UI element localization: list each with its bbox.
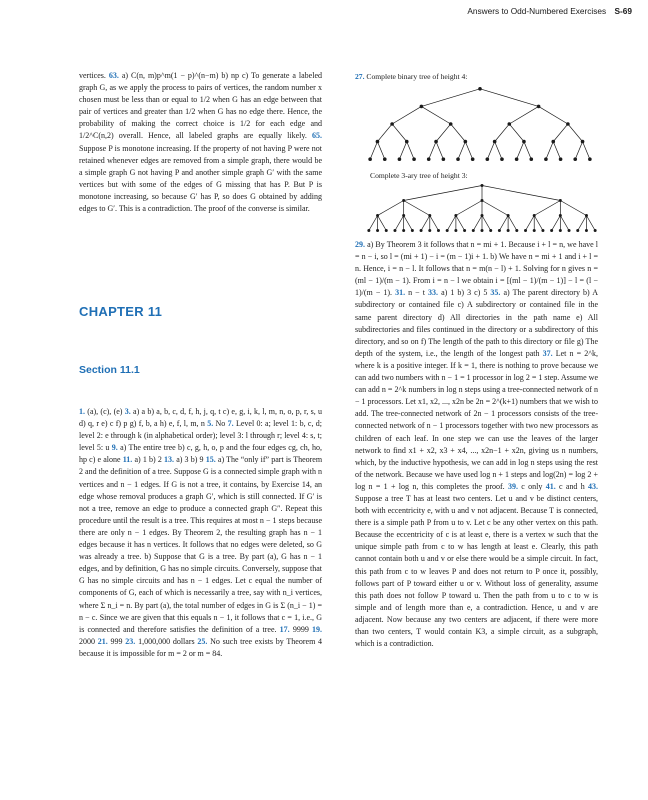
tree-edge	[509, 124, 524, 142]
tree-node	[478, 87, 482, 91]
answer-number: 33.	[428, 288, 439, 298]
answer-text: Suppose P is monotone increasing. If the property of not having P were not retained whenever edges are removed from a simple graph, there would be a simple graph G not having P and another simple graph G′ with the same vertices but with some of the edges of G missing that has P. But P is monotone increasing, so because G′ has P, so does G obtained by adding edges to G′. This is a contradiction. The proof of the converse is similar.	[79, 143, 322, 214]
continuation-text: vertices.	[79, 71, 106, 80]
tree-edge	[404, 201, 430, 216]
tree-node	[568, 229, 571, 232]
tree-node	[541, 229, 544, 232]
answer-number: 7.	[227, 419, 234, 429]
tree-edge	[560, 201, 586, 216]
answer-number: 11.	[122, 455, 133, 465]
tree-edge	[534, 201, 560, 216]
answer-text: a) The parent directory b) A subdirectory or contained file c) A subdirectory or contained file in the same parent directory d) All directories in the path name e) All subdirectories and files continued in the directory or a subdirectory of this directory, and so on f) The length of the path to this directory or file g) The depth of the system, i.e., the length of the longest path	[355, 288, 599, 358]
tree-node	[533, 214, 536, 217]
answer-number: 1.	[79, 407, 85, 416]
answer-text: c and h	[559, 481, 585, 491]
tree-edge	[539, 106, 568, 124]
tree-node	[376, 229, 379, 232]
running-header	[400, 6, 632, 16]
tree-node	[537, 105, 541, 109]
answer-text: 999	[110, 636, 123, 646]
answer-text: a) The entire tree b) c, g, h, o, p and the four edges cg, ch, ho, hp c) e alone	[79, 443, 323, 465]
tree-node	[524, 229, 527, 232]
tree-node	[454, 229, 457, 232]
running-title: Answers to Odd-Numbered Exercises	[467, 6, 607, 16]
tree-node	[515, 229, 518, 232]
tree-node	[481, 184, 484, 187]
tree-node	[385, 229, 388, 232]
tree-edge	[392, 106, 421, 124]
tree-node	[481, 229, 484, 232]
binary-tree-figure	[360, 86, 600, 162]
tree-edge	[369, 216, 378, 231]
tree-node	[368, 157, 372, 161]
tree-edge	[534, 216, 543, 231]
answer-text: 9999	[292, 624, 309, 634]
tree-node	[559, 157, 563, 161]
section-heading: Section 11.1	[79, 364, 140, 376]
tree-edge	[404, 186, 482, 201]
binary-tree-caption: Complete binary tree of height 4:	[366, 72, 468, 81]
tree-node	[376, 140, 380, 144]
tree-node	[585, 214, 588, 217]
tree-node	[402, 199, 405, 202]
tree-node	[402, 214, 405, 217]
answer-number: 63.	[108, 71, 119, 80]
tree-edge	[370, 142, 377, 160]
tree-edge	[553, 142, 560, 160]
answer-number: 15.	[205, 455, 216, 465]
tree-edge	[458, 142, 465, 160]
answer-number: 25.	[197, 636, 208, 646]
tree-edge	[526, 216, 535, 231]
tree-node	[463, 229, 466, 232]
tree-node	[449, 122, 453, 126]
tree-node	[486, 157, 490, 161]
tree-edge	[430, 216, 439, 231]
tree-edge	[378, 216, 387, 231]
figure-label-binary	[355, 72, 467, 82]
tree-edge	[575, 142, 582, 160]
tree-edge	[378, 201, 404, 216]
answer-text: Level 0: a; level 1: b, c, d; level 2: e through k (in alphabetical order); level 3: l through r; level 4: s, t; level 5: u	[79, 419, 323, 453]
tree-edge	[395, 216, 404, 231]
tree-node	[471, 157, 475, 161]
tree-node	[405, 140, 409, 144]
tree-edge	[568, 124, 583, 142]
tree-node	[367, 229, 370, 232]
answer-text: Let n = 2^k, where k is a positive integer. If k = 1, there is nothing to prove because we can add two numbers with n − 1 = 1 processor in log 2 = 1 step. Assume we can add n = 2^k numbers in log n steps using a tree-connected network of n − 1 processors. Let x1, x2, ..., x2n be 2n = 2^(k+1) numbers that we wish to add. The tree-connected network of 2n − 1 processors consists of the tree-connected network of n − 1 processors together with two new processors as children of each leaf. In one step we can use the leaves of the larger network to find x1 + x2, x3 + x4, ..., x2n−1 + x2n, giving us n numbers, which, by the inductive hypothesis, we can add in log n steps using the rest of the network. Because we have used log n + 1 steps and log(2n) = log 2 + log n = 1 + log n, this completes the proof.	[355, 348, 599, 491]
tree-edge	[392, 124, 407, 142]
ternary-tree-caption: Complete 3-ary tree of height 3:	[370, 171, 468, 180]
tree-node	[428, 229, 431, 232]
tree-node	[398, 157, 402, 161]
chapter-heading: CHAPTER 11	[79, 304, 163, 319]
tree-edge	[399, 142, 406, 160]
tree-node	[472, 229, 475, 232]
tree-edge	[407, 142, 414, 160]
tree-node	[588, 157, 592, 161]
answer-text: a) 1 b) 2	[134, 455, 162, 465]
answer-number: 17.	[279, 624, 290, 634]
tree-node	[434, 140, 438, 144]
answer-number: 65.	[312, 131, 323, 141]
page-number: S-69	[614, 6, 632, 16]
answer-text: No	[215, 419, 226, 429]
tree-node	[551, 140, 555, 144]
tree-node	[456, 157, 460, 161]
tree-edge	[421, 106, 450, 124]
tree-node	[529, 157, 533, 161]
tree-edge	[480, 89, 539, 107]
tree-edge	[553, 124, 568, 142]
tree-node	[412, 157, 416, 161]
tree-node	[507, 214, 510, 217]
tree-edge	[578, 216, 587, 231]
tree-edge	[465, 142, 472, 160]
tree-edge	[377, 124, 392, 142]
tree-edge	[436, 142, 443, 160]
answer-text: 2000	[79, 636, 95, 646]
tree-edge	[482, 186, 560, 201]
tree-edge	[552, 216, 561, 231]
left-column-top	[79, 70, 322, 215]
tree-edge	[429, 142, 436, 160]
answer-number: 35.	[490, 288, 501, 298]
tree-edge	[447, 216, 456, 231]
tree-edge	[473, 216, 482, 231]
tree-node	[489, 229, 492, 232]
tree-node	[559, 229, 562, 232]
tree-node	[376, 214, 379, 217]
tree-node	[576, 229, 579, 232]
tree-node	[442, 157, 446, 161]
answer-text: (a), (c), (e)	[87, 407, 123, 416]
tree-edge	[404, 216, 413, 231]
tree-node	[383, 157, 387, 161]
tree-node	[454, 214, 457, 217]
tree-node	[411, 229, 414, 232]
tree-edge	[421, 89, 480, 107]
answer-number: 41.	[545, 481, 556, 491]
answer-number: 3.	[124, 407, 131, 416]
answer-number: 37.	[542, 348, 553, 358]
answer-text: a) C(n, m)p^m(1 − p)^(n−m) b) np c) To generate a labeled graph G, as we apply the process to pairs of vertices, the random number x chosen must be less than or equal to 1/2 when G has an edge between that pair of vertices and greater than 1/2 when G has no edge there. Hence, the probability of making the correct choice is 1/2 for each edge and 1/2^C(n,2) overall. Hence, all labeled graphs are equally likely.	[79, 71, 322, 141]
tree-edge	[583, 142, 590, 160]
tree-node	[420, 229, 423, 232]
tree-node	[533, 229, 536, 232]
answer-number: 19.	[312, 624, 323, 634]
tree-edge	[508, 216, 517, 231]
tree-node	[581, 140, 585, 144]
answer-number: 9.	[111, 443, 118, 453]
answer-text: a) By Theorem 3 it follows that n = mi + 1. Because i + l = n, we have l = n − i, so l = (mi + 1) − i = (m − 1)i + 1. b) We have n = mi + 1 and i + l = n. Hence, i = n − l. It follows that n = m(n − l) + 1. Solving for n gives n = (ml − 1)/(m − 1). From i = n − l we obtain i = [(ml − 1)/(m − 1)] − l = (l − 1)/(m − 1).	[355, 240, 599, 298]
tree-node	[573, 157, 577, 161]
tree-node	[515, 157, 519, 161]
tree-edge	[487, 142, 494, 160]
answer-text: n − t	[408, 288, 425, 298]
tree-edge	[482, 216, 491, 231]
ternary-tree-figure	[362, 183, 602, 233]
tree-node	[420, 105, 424, 109]
tree-node	[428, 214, 431, 217]
tree-node	[393, 229, 396, 232]
tree-node	[559, 199, 562, 202]
tree-node	[390, 122, 394, 126]
answer-text: c only	[521, 481, 543, 491]
tree-node	[437, 229, 440, 232]
tree-node	[427, 157, 431, 161]
tree-edge	[482, 201, 508, 216]
tree-node	[508, 122, 512, 126]
tree-node	[446, 229, 449, 232]
answer-text: a) The “only if” part is Theorem 2 and the definition of a tree. Suppose G is a connected simple graph with n vertices and n − 1 edges. If G is not a tree, it contains, by Exercise 14, an edge whose removal produces a graph G′, which is still connected. If G′ is not a tree, remove an edge to produce a connected graph G″. Repeat this procedure until the result is a tree. This requires at most n − 1 steps because there are only n − 1 edges. By Theorem 2, the resulting graph has n − 1 edges because it has n vertices. It follows that no edges were deleted, so G was already a tree. b) Suppose that G is a tree. By part (a), G has n − 1 edges, and by definition, G has no simple circuits. Conversely, suppose that G has no simple circuits and has n − 1 edges. Let c equal the number of components of G, each of which is necessarily a tree, say with n_i vertices, where Σ n_i = n. By part (a), the total number of edges in G is Σ (n_i − 1) = n − c. Since we are given that this equals n − 1, it follows that c = 1, i.e., G is connected and therefore satisfies the definition of a tree.	[79, 455, 323, 634]
tree-edge	[436, 124, 451, 142]
answer-number: 29.	[355, 240, 365, 249]
tree-node	[594, 229, 597, 232]
tree-edge	[456, 216, 465, 231]
tree-edge	[560, 216, 569, 231]
answer-text: a) a b) a, b, c, d, f, h, j, q, t c) e, g, i, k, l, m, n, o, p, r, s, u d) q, r e) c f) p g) f, b, a h) e, f, l, m, n	[79, 407, 323, 429]
tree-node	[498, 229, 501, 232]
tree-edge	[499, 216, 508, 231]
tree-edge	[495, 142, 502, 160]
tree-node	[481, 199, 484, 202]
tree-node	[585, 229, 588, 232]
tree-node	[566, 122, 570, 126]
tree-edge	[421, 216, 430, 231]
tree-node	[522, 140, 526, 144]
answer-text: No such tree exists by Theorem 4 because it is impossible for m = 2 or m = 84.	[79, 636, 323, 658]
answer-number: 31.	[395, 288, 406, 298]
answer-number: 39.	[507, 481, 518, 491]
answer-text: a) 1 b) 3 c) 5	[441, 288, 488, 298]
tree-edge	[377, 142, 384, 160]
tree-node	[544, 157, 548, 161]
tree-edge	[451, 124, 466, 142]
tree-edge	[495, 124, 510, 142]
tree-edge	[546, 142, 553, 160]
tree-edge	[509, 106, 538, 124]
tree-node	[559, 214, 562, 217]
answer-number: 13.	[164, 455, 175, 465]
tree-edge	[586, 216, 595, 231]
answer-text: 1,000,000 dollars	[138, 636, 195, 646]
answer-text: Suppose a tree T has at least two centers. Let u and v be distinct centers, both with eccentricity e, with u and v not adjacent. Because T is connected, there is a simple path P from u to v. Let c be any other vertex on this path. Because the eccentricity of c is at least e, there is a vertex w such that the unique simple path from c to w has length at least e. Clearly, this path cannot contain both u and v or else there would be a simple circuit. In fact, this path from c to w leaves P and does not return to P once it, possibly, follows part of P toward either u or v. Without loss of generality, assume this path does not follow P toward u. Then the path from u to c to w is simple and of length more than e, a contradiction. Hence, u and v are adjacent. Now because any two centers are adjacent, if there were more than two centers, T would contain K3, a simple circuit, as a subgraph, which is a contradiction.	[355, 493, 598, 649]
answer-number: 21.	[97, 636, 108, 646]
right-column-text	[355, 239, 598, 650]
answer-number: 27.	[355, 72, 365, 81]
tree-node	[500, 157, 504, 161]
answer-number: 5.	[207, 419, 214, 429]
figure-label-ternary	[370, 171, 468, 181]
answer-number: 23.	[125, 636, 136, 646]
left-column-bottom	[79, 406, 322, 660]
tree-node	[402, 229, 405, 232]
tree-node	[493, 140, 497, 144]
tree-node	[464, 140, 468, 144]
tree-node	[481, 214, 484, 217]
answer-number: 43.	[588, 481, 599, 491]
tree-edge	[456, 201, 482, 216]
tree-edge	[524, 142, 531, 160]
answer-text: a) 3 b) 9	[176, 455, 204, 465]
tree-node	[507, 229, 510, 232]
tree-node	[550, 229, 553, 232]
tree-edge	[517, 142, 524, 160]
